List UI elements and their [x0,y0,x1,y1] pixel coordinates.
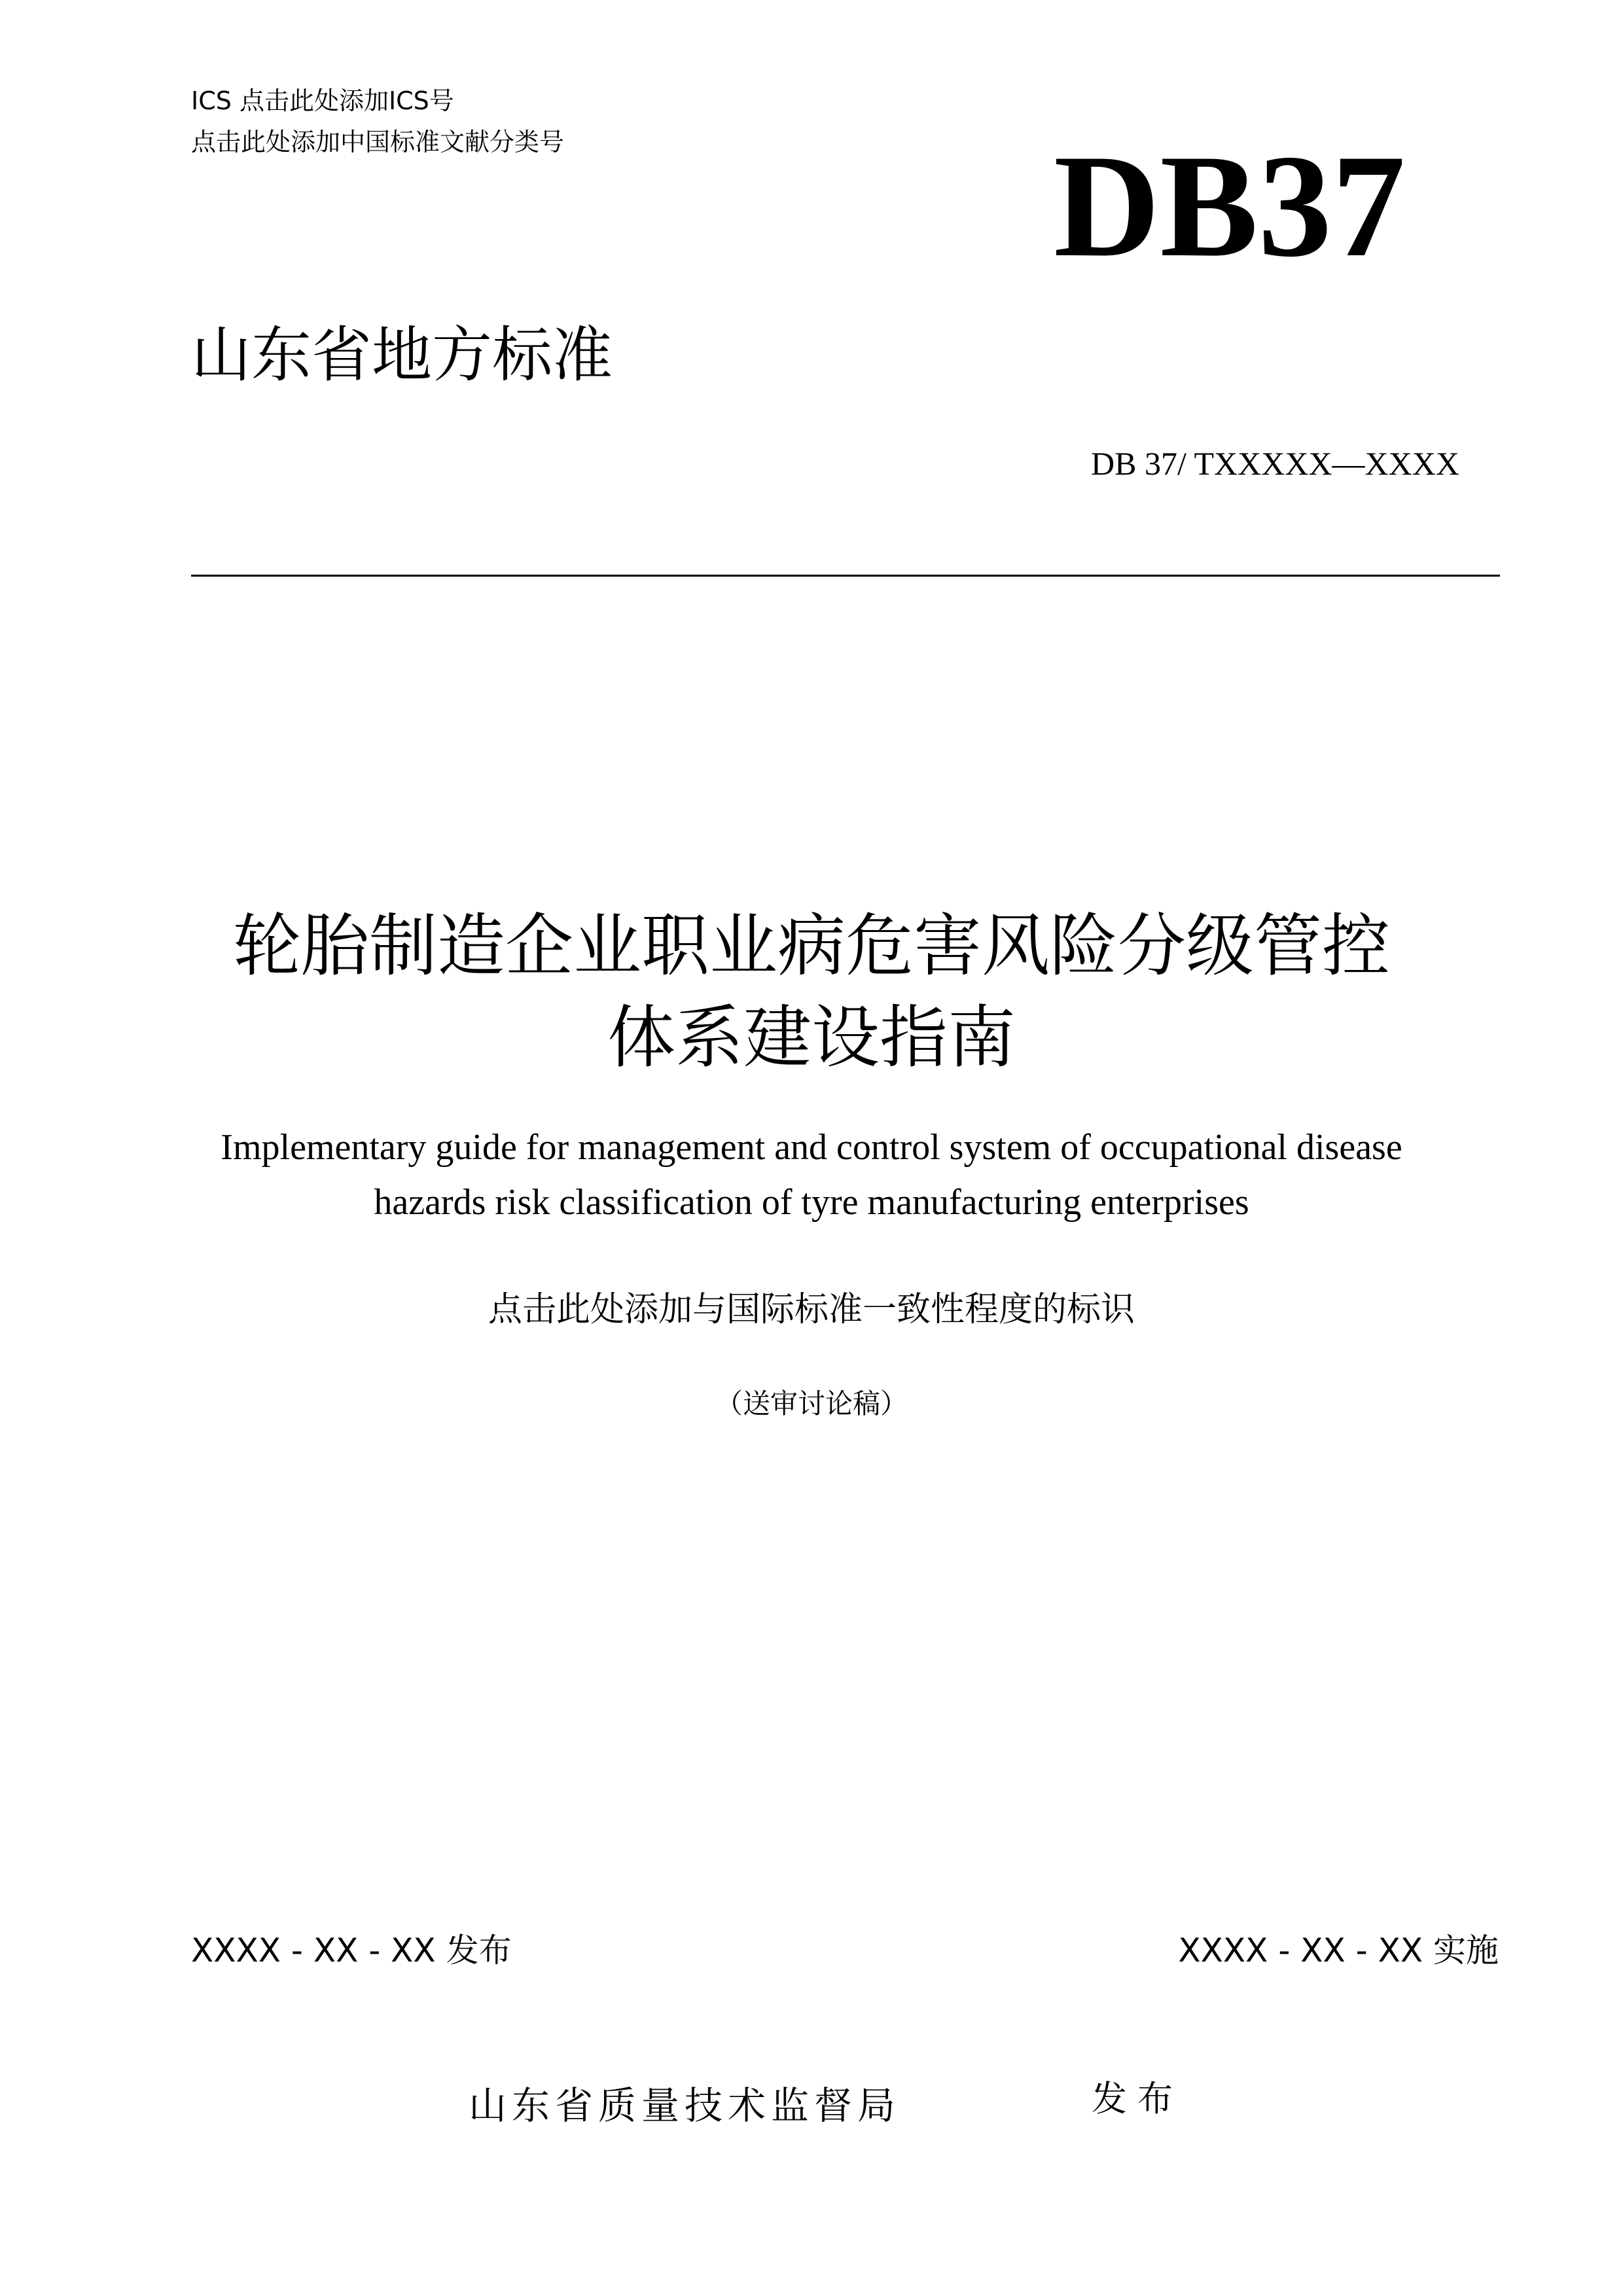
standard-number: DB 37/ TXXXXX—XXXX [1091,445,1459,482]
publisher-action: 发布 [1092,2078,1183,2119]
english-title-line-1: Implementary guide for management and control system of occupational disease [221,1127,1402,1168]
db37-logo-text: DB37 [1054,131,1406,281]
standard-type-heading: 山东省地方标准 [191,320,613,390]
implementation-date: XXXX - XX - XX 实施 [1178,1931,1499,1969]
ics-number: ICS 点击此处添加ICS号 [191,86,454,115]
publish-date: XXXX - XX - XX 发布 [191,1931,512,1969]
english-title-line-2: hazards risk classification of tyre manufacturing enterprises [374,1182,1249,1223]
publisher-name: 山东省质量技术监督局 [469,2083,901,2128]
draft-status-label: （送审讨论稿） [715,1388,908,1420]
db37-logo [1054,131,1472,281]
international-consistency-note: 点击此处添加与国际标准一致性程度的标识 [488,1290,1135,1329]
ccs-classification-number: 点击此处添加中国标准文献分类号 [191,128,565,156]
chinese-title-line-1: 轮胎制造企业职业病危害风险分级管控 [232,906,1390,986]
header-divider [191,575,1500,577]
chinese-title-line-2: 体系建设指南 [607,997,1016,1077]
